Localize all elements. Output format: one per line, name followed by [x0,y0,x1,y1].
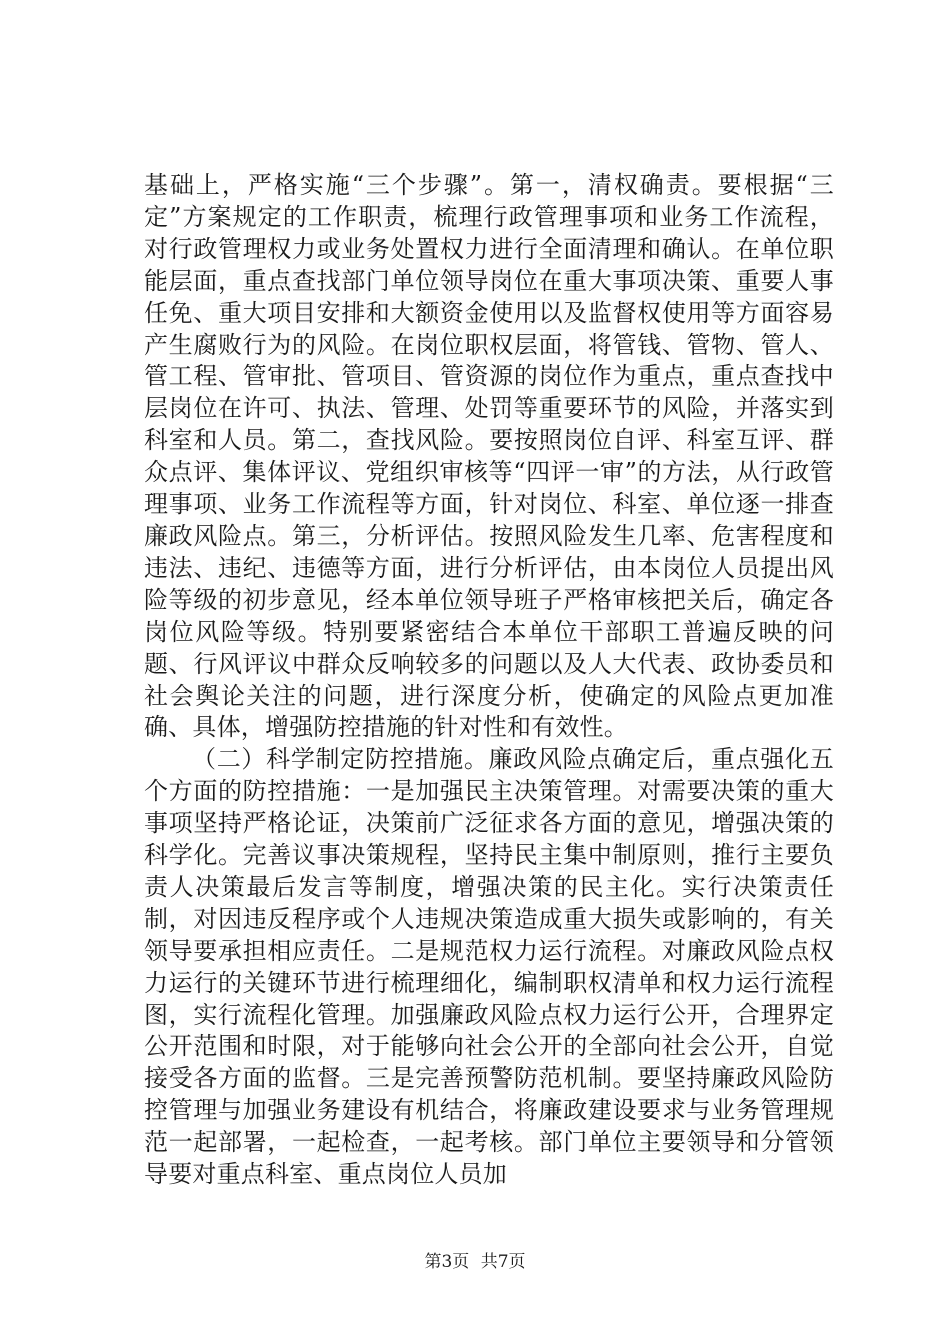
paragraph-2: （二）科学制定防控措施。廉政风险点确定后，重点强化五个方面的防控措施：一是加强民主决策管理。对需要决策的重大事项坚持严格论证，决策前广泛征求各方面的意见，增强决策的科学化。完善议事决策规程，坚持民主集中制原则，推行主要负责人决策最后发言等制度，增强决策的民主化。实行决策责任制，对因违反程序或个人违规决策造成重大损失或影响的，有关领导要承担相应责任。二是规范权力运行流程。对廉政风险点权力运行的关键环节进行梳理细化，编制职权清单和权力运行流程图，实行流程化管理。加强廉政风险点权力运行公开，合理界定公开范围和时限，对于能够向社会公开的全部向社会公开，自觉接受各方面的监督。三是完善预警防范机制。要坚持廉政风险防控管理与加强业务建设有机结合，将廉政建设要求与业务管理规范一起部署，一起检查，一起考核。部门单位主要领导和分管领导要对重点科室、重点岗位人员加 [144,745,834,1189]
page-total: 共7页 [480,1252,526,1272]
document-body [144,170,834,1191]
page-number: 第3页 [424,1252,470,1272]
page-footer [0,1247,950,1272]
paragraph-1: 基础上，严格实施“三个步骤”。第一，清权确责。要根据“三定”方案规定的工作职责，梳理行政管理事项和业务工作流程，对行政管理权力或业务处置权力进行全面清理和确认。在单位职能层面，重点查找部门单位领导岗位在重大事项决策、重要人事任免、重大项目安排和大额资金使用以及监督权使用等方面容易产生腐败行为的风险。在岗位职权层面，将管钱、管物、管人、管工程、管审批、管项目、管资源的岗位作为重点，重点查找中层岗位在许可、执法、管理、处罚等重要环节的风险，并落实到科室和人员。第二，查找风险。要按照岗位自评、科室互评、群众点评、集体评议、党组织审核等“四评一审”的方法，从行政管理事项、业务工作流程等方面，针对岗位、科室、单位逐一排查廉政风险点。第三，分析评估。按照风险发生几率、危害程度和违法、违纪、违德等方面，进行分析评估，由本岗位人员提出风险等级的初步意见，经本单位领导班子严格审核把关后，确定各岗位风险等级。特别要紧密结合本单位干部职工普遍反映的问题、行风评议中群众反响较多的问题以及人大代表、政协委员和社会舆论关注的问题，进行深度分析，使确定的风险点更加准确、具体，增强防控措施的针对性和有效性。 [144,171,834,742]
